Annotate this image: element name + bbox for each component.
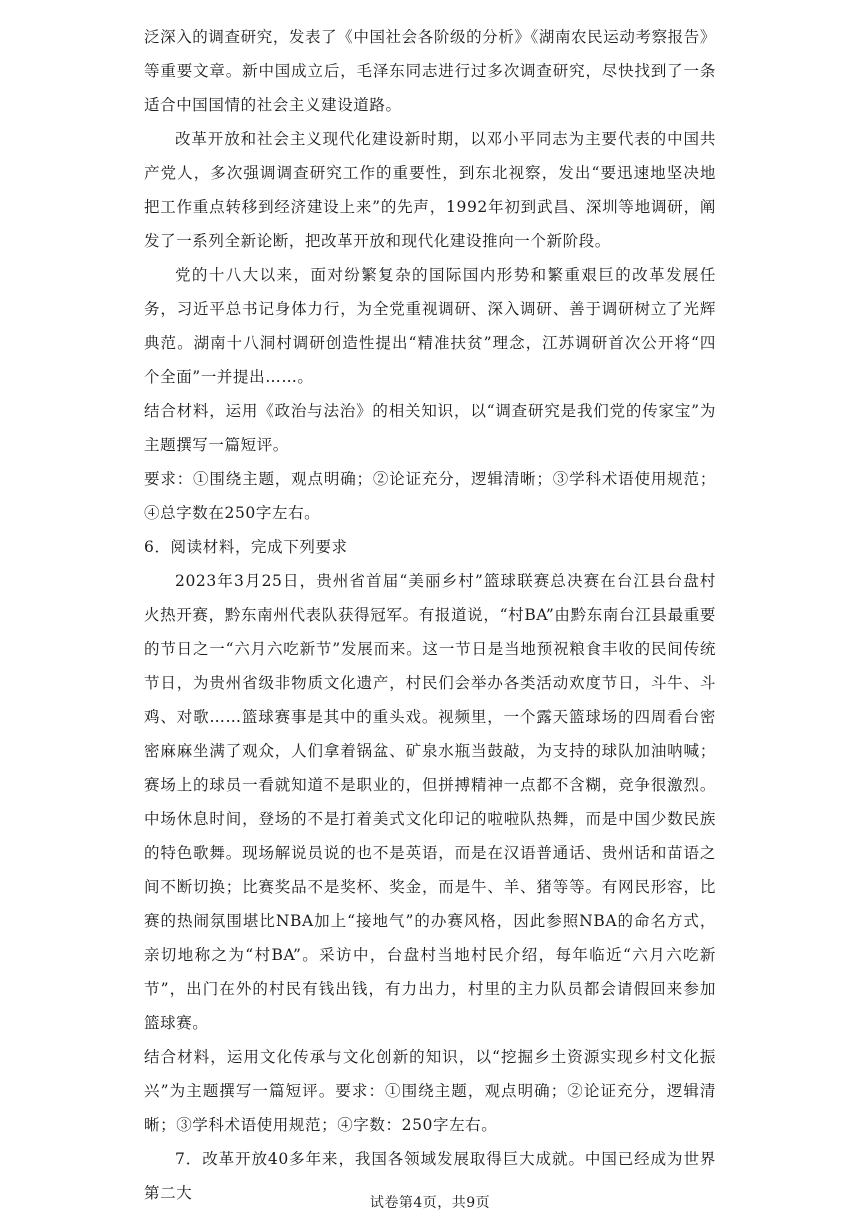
question-6-material: 2023年3月25日，贵州省首届“美丽乡村”篮球联赛总决赛在台江县台盘村火热开赛，黔东南州代表队获得冠军。有报道说，“村BA”由黔东南台江县最重要的节日之一“六月六吃新节”发展而来。这一节日是当地预祝粮食丰收的民间传统节日，为贵州省级非物质文化遗产，村民们会举办各类活动欢度节日，斗牛、斗鸡、对歌……篮球赛事是其中的重头戏。视频里，一个露天篮球场的四周看台密密麻麻坐满了观众，人们拿着锅盆、矿泉水瓶当鼓敲，为支持的球队加油呐喊；赛场上的球员一看就知道不是职业的，但拼搏精神一点都不含糊，竞争很激烈。中场休息时间，登场的不是打着美式文化印记的啦啦队热舞，而是中国少数民族的特色歌舞。现场解说员说的也不是英语，而是在汉语普通话、贵州话和苗语之间不断切换；比赛奖品不是奖杯、奖金，而是牛、羊、猪等等。有网民形容，比赛的热闹氛围堪比NBA加上“接地气”的办赛风格，因此参照NBA的命名方式，亲切地称之为“村BA”。采访中，台盘村当地村民介绍，每年临近“六月六吃新节”，出门在外的村民有钱出钱，有力出力，村里的主力队员都会请假回来参加篮球赛。 xyxy=(144,572,716,1032)
material-paragraph-1: 泛深入的调查研究，发表了《中国社会各阶级的分析》《湖南农民运动考察报告》等重要文章。新中国成立后，毛泽东同志进行过多次调查研究，尽快找到了一条适合中国国情的社会主义建设道路。 xyxy=(144,28,716,114)
question-6-instruction: 结合材料，运用文化传承与文化创新的知识，以“挖掘乡土资源实现乡村文化振兴”为主题撰写一篇短评。要求：①围绕主题，观点明确；②论证充分，逻辑清晰；③学科术语使用规范；④字数：250字左右。 xyxy=(144,1048,716,1134)
question-7-start: 7．改革开放40多年来，我国各领域发展取得巨大成就。中国已经成为世界第二大 xyxy=(144,1150,716,1202)
question-5-requirements: 要求：①围绕主题，观点明确；②论证充分，逻辑清晰；③学科术语使用规范；④总字数在250字左右。 xyxy=(144,470,716,522)
question-5-instruction: 结合材料，运用《政治与法治》的相关知识，以“调查研究是我们党的传家宝”为主题撰写一篇短评。 xyxy=(144,402,716,454)
material-paragraph-2: 改革开放和社会主义现代化建设新时期，以邓小平同志为主要代表的中国共产党人，多次强调调查研究工作的重要性，到东北视察，发出“要迅速地坚决地把工作重点转移到经济建设上来”的先声，1992年初到武昌、深圳等地调研，阐发了一系列全新论断，把改革开放和现代化建设推向一个新阶段。 xyxy=(144,130,716,250)
page-footer: 试卷第4页，共9页 xyxy=(369,1195,491,1211)
material-paragraph-3: 党的十八大以来，面对纷繁复杂的国际国内形势和繁重艰巨的改革发展任务，习近平总书记身体力行，为全党重视调研、深入调研、善于调研树立了光辉典范。湖南十八洞村调研创造性提出“精准扶贫”理念，江苏调研首次公开将“四个全面”一并提出……。 xyxy=(144,266,716,386)
document-body xyxy=(144,20,716,1210)
question-6-title: 6．阅读材料，完成下列要求 xyxy=(144,538,348,556)
